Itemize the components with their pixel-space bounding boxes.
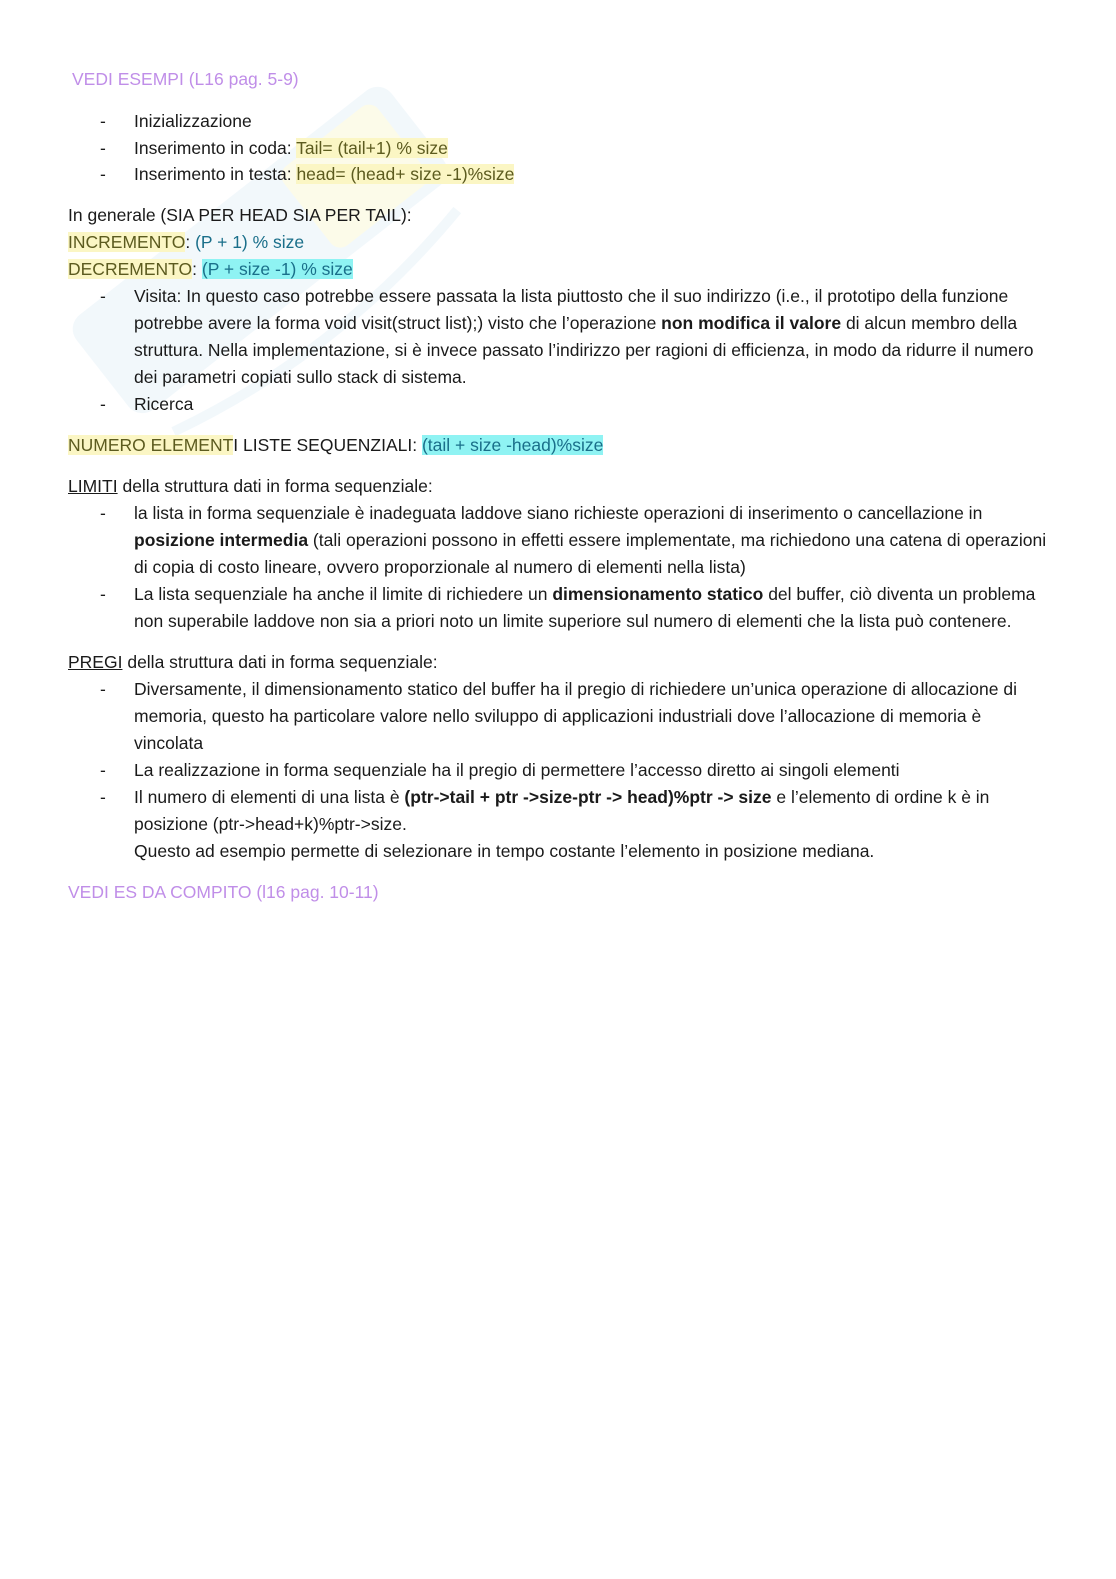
limiti-1-bold: posizione intermedia [134, 529, 309, 550]
pregi-1: Diversamente, il dimensionamento statico del buffer ha il pregio di richiedere un’unica operazione di allocazione di memoria, questo ha particolare valore nello sviluppo di applicazioni industriali dove l’allocazione di memoria è vincolata [134, 678, 1017, 753]
list-item [68, 581, 1053, 635]
limiti-2-a: La lista sequenziale ha anche il limite di richiedere un [134, 583, 553, 604]
general-section [68, 202, 1053, 283]
op-tail-prefix: Inserimento in coda: [134, 137, 297, 158]
pregi-title: PREGI [68, 651, 123, 672]
increment-formula: (P + 1) % size [195, 231, 305, 252]
list-item [68, 676, 1053, 757]
vedi-esempi-link: VEDI ESEMPI (L16 pag. 5-9) [72, 69, 299, 89]
pregi-3-d: Questo ad esempio permette di selezionare in tempo costante l’elemento in posizione mediana. [134, 840, 875, 861]
numero-elementi-line [68, 432, 1053, 459]
pregi-list [68, 676, 1053, 865]
limiti-list [68, 500, 1053, 635]
list-item [68, 757, 1053, 784]
list-item [68, 283, 1053, 391]
list-item [68, 108, 1053, 135]
vedi-compito-link: VEDI ES DA COMPITO (l16 pag. 10-11) [68, 881, 379, 902]
limiti-1-a: la lista in forma sequenziale è inadeguata laddove siano richieste operazioni di inserimento o cancellazione in [134, 502, 983, 523]
limiti-1-c: (tali operazioni possono in effetti essere implementate, ma richiedono una catena di operazioni di copia di costo lineare, ovvero proporzionale al numero di elementi nella lista) [134, 529, 1047, 577]
list-item [68, 784, 1053, 865]
pregi-3-a: Il numero di elementi di una lista è [134, 786, 405, 807]
list-item [68, 500, 1053, 581]
operations-list [68, 108, 1053, 188]
limiti-heading [68, 473, 1053, 500]
pregi-title-rest: della struttura dati in forma sequenziale: [122, 651, 438, 672]
tail-formula: Tail= (tail+1) % size [296, 137, 448, 158]
list-item [68, 161, 1053, 188]
document-content [68, 66, 1053, 906]
head-formula: head= (head+ size -1)%size [296, 164, 515, 184]
limiti-2-c: del buffer, ciò diventa un problema non superabile laddove non sia a priori noto un limite superiore sul numero di elementi che la lista può contenere. [134, 583, 1036, 631]
limiti-title: LIMITI [68, 475, 118, 496]
general-intro: In generale (SIA PER HEAD SIA PER TAIL): [68, 204, 412, 225]
pregi-2: La realizzazione in forma sequenziale ha il pregio di permettere l’accesso diretto ai singoli elementi [134, 759, 900, 780]
pregi-3-bold: (ptr->tail + ptr ->size-ptr -> head)%ptr -> size [404, 786, 772, 807]
limiti-2-bold: dimensionamento statico [552, 583, 764, 604]
decrement-formula: (P + size -1) % size [201, 258, 353, 279]
decrement-sep: : [192, 258, 202, 279]
limiti-title-rest: della struttura dati in forma sequenziale: [117, 475, 433, 496]
visita-text-1: Visita: In questo caso potrebbe essere passata la lista piuttosto che il suo indirizzo (i.e., il prototipo della funzione potrebbe avere la forma void visit(struct list);) visto che l’operazione [134, 285, 1009, 333]
pregi-heading [68, 649, 1053, 676]
op-head-prefix: Inserimento in testa: [134, 164, 297, 184]
increment-label: INCREMENTO [68, 231, 186, 252]
increment-line [68, 229, 1053, 256]
decrement-label: DECREMENTO [68, 258, 193, 279]
visita-bold: non modifica il valore [661, 312, 842, 333]
pregi-3-c: e l’elemento di ordine k è in posizione (ptr->head+k)%ptr->size. [134, 786, 990, 834]
numero-formula: (tail + size -head)%size [421, 434, 604, 455]
visita-list [68, 283, 1053, 418]
ricerca-text: Ricerca [134, 393, 194, 414]
increment-sep: : [185, 231, 196, 252]
op-init: Inizializzazione [134, 111, 252, 131]
numero-label: NUMERO ELEMENT [68, 434, 234, 455]
list-item [68, 135, 1053, 162]
decrement-line [68, 256, 1053, 283]
list-item [68, 391, 1053, 418]
numero-label-rest: I LISTE SEQUENZIALI: [233, 434, 422, 455]
visita-text-2: di alcun membro della struttura. Nella implementazione, si è invece passato l’indirizzo per ragioni di efficienza, in modo da ridurre il numero dei parametri copiati sullo stack di sistema. [134, 312, 1034, 387]
